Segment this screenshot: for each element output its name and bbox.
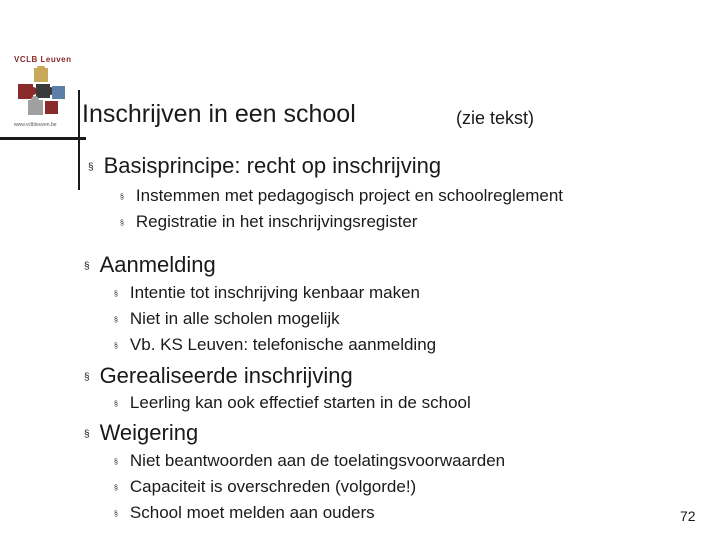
sub-bullet-label: Capaciteit is overschreden (volgorde!): [129, 477, 417, 496]
sub-bullet-icon: §: [114, 343, 118, 350]
bullet-label: Basisprincipe: recht op inschrijving: [103, 153, 442, 178]
bullet-icon: §: [84, 429, 90, 440]
bullet-item: [88, 153, 441, 179]
sub-bullet-item: [114, 283, 420, 303]
slide-subtitle: (zie tekst): [456, 108, 535, 128]
logo-url: www.vclbleuven.be: [14, 122, 57, 128]
sub-bullet-label: Leerling kan ook effectief starten in de school: [129, 393, 471, 412]
bullet-item: [84, 363, 353, 389]
title-divider-vertical: [78, 90, 80, 190]
sub-bullet-item: [114, 503, 375, 523]
sub-bullet-item: [120, 186, 563, 206]
sub-bullet-item: [114, 451, 505, 471]
sub-bullet-icon: §: [114, 511, 118, 518]
logo-title: VCLB Leuven: [14, 55, 72, 64]
bullet-label: Gerealiseerde inschrijving: [99, 363, 353, 388]
bullet-icon: §: [84, 372, 90, 383]
bullet-label: Weigering: [99, 420, 199, 445]
page-number: 72: [680, 508, 696, 524]
sub-bullet-icon: §: [120, 194, 124, 201]
sub-bullet-label: Registratie in het inschrijvingsregister: [135, 212, 418, 231]
sub-bullet-label: Instemmen met pedagogisch project en schoolreglement: [135, 186, 564, 205]
vclb-logo: [10, 52, 76, 134]
sub-bullet-item: [114, 477, 416, 497]
puzzle-pieces-icon: [14, 66, 70, 120]
sub-bullet-item: [120, 212, 417, 232]
slide-title: Inschrijven in een school: [82, 100, 356, 128]
bullet-icon: §: [88, 162, 94, 173]
sub-bullet-icon: §: [114, 459, 118, 466]
bullet-label: Aanmelding: [99, 252, 216, 277]
sub-bullet-icon: §: [114, 485, 118, 492]
sub-bullet-icon: §: [114, 291, 118, 298]
sub-bullet-icon: §: [114, 401, 118, 408]
sub-bullet-label: School moet melden aan ouders: [129, 503, 375, 522]
bullet-item: [84, 252, 216, 278]
sub-bullet-icon: §: [120, 220, 124, 227]
sub-bullet-icon: §: [114, 317, 118, 324]
sub-bullet-item: [114, 335, 436, 355]
title-divider-horizontal: [0, 137, 86, 140]
sub-bullet-item: [114, 309, 340, 329]
sub-bullet-label: Vb. KS Leuven: telefonische aanmelding: [129, 335, 437, 354]
sub-bullet-label: Intentie tot inschrijving kenbaar maken: [129, 283, 421, 302]
bullet-item: [84, 420, 198, 446]
sub-bullet-label: Niet in alle scholen mogelijk: [129, 309, 340, 328]
sub-bullet-label: Niet beantwoorden aan de toelatingsvoorwaarden: [129, 451, 506, 470]
sub-bullet-item: [114, 393, 471, 413]
bullet-icon: §: [84, 261, 90, 272]
